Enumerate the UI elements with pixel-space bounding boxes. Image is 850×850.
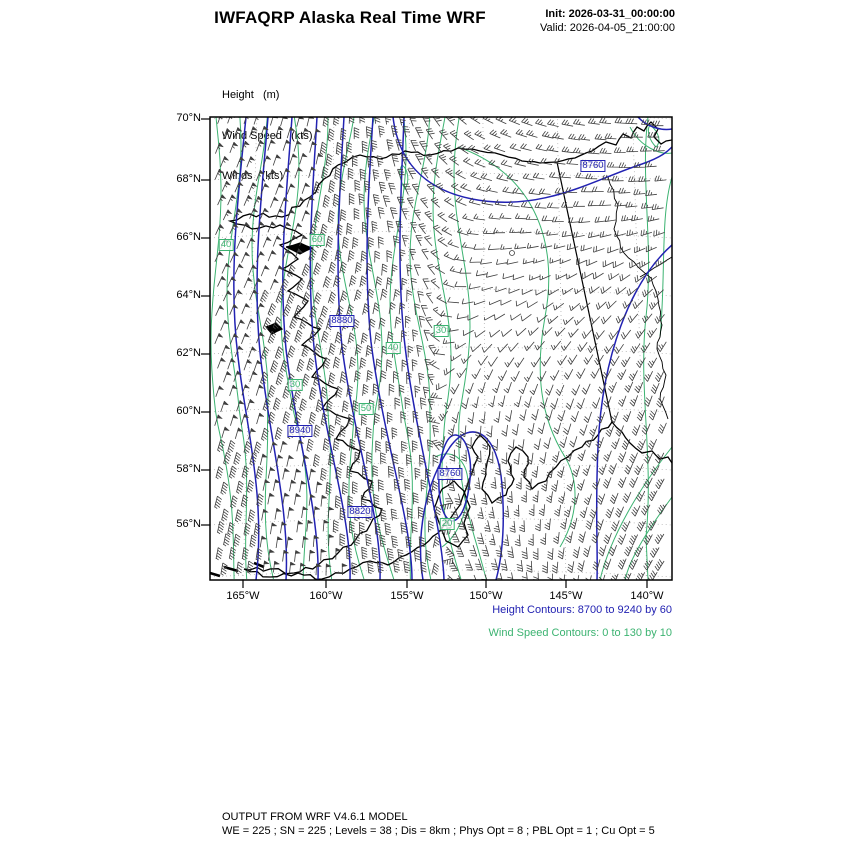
lat-tick-label: 58°N	[176, 463, 201, 475]
init-time: Init: 2026-03-31_00:00:00	[545, 8, 675, 20]
lat-tick-label: 66°N	[176, 231, 201, 243]
lat-tick-label: 64°N	[176, 289, 201, 301]
lon-tick-label: 155°W	[390, 590, 424, 602]
lat-tick-label: 70°N	[176, 112, 201, 124]
lat-tick-label: 56°N	[176, 518, 201, 530]
init-valid-block	[540, 7, 675, 35]
lon-tick-label: 165°W	[226, 590, 260, 602]
lat-tick-label: 62°N	[176, 347, 201, 359]
lat-tick-label: 68°N	[176, 173, 201, 185]
wind-speed-contour-label: 30	[289, 379, 301, 390]
legend-winds-line: Winds (kts)	[222, 170, 284, 182]
lon-tick-label: 150°W	[469, 590, 503, 602]
map-contents	[210, 115, 672, 587]
lon-tick-label: 160°W	[309, 590, 343, 602]
model-output-line: OUTPUT FROM WRF V4.6.1 MODEL	[222, 811, 408, 823]
wind-speed-contour-label: 60	[311, 234, 323, 245]
map-plot-area	[198, 115, 684, 592]
height-contour-label: 8760	[582, 160, 604, 171]
height-contour-label: 8820	[349, 506, 371, 517]
wind-speed-contour-label: 50	[360, 403, 372, 414]
valid-time: Valid: 2026-04-05_21:00:00	[540, 22, 675, 34]
lat-tick-label: 60°N	[176, 405, 201, 417]
wind-speed-contour-label: 40	[387, 342, 399, 353]
height-contour-label: 8760	[439, 468, 461, 479]
wind-speed-contour-label: 40	[220, 239, 232, 250]
plot-title: IWFAQRP Alaska Real Time WRF	[214, 8, 486, 27]
wind-speed-contour-label: 20	[441, 518, 453, 529]
model-config-line: WE = 225 ; SN = 225 ; Levels = 38 ; Dis = 8km ; Phys Opt = 8 ; PBL Opt = 1 ; Cu Opt = 5	[222, 825, 655, 837]
lon-tick-label: 140°W	[630, 590, 664, 602]
height-contour-label: 8880	[331, 315, 353, 326]
wind-speed-contours-caption: Wind Speed Contours: 0 to 130 by 10	[488, 627, 672, 639]
lon-tick-label: 145°W	[549, 590, 583, 602]
map-svg	[198, 115, 684, 592]
legend-windspeed-line: Wind Speed (kts)	[222, 129, 313, 142]
height-contour-label: 8940	[289, 425, 311, 436]
height-contours-caption: Height Contours: 8700 to 9240 by 60	[492, 604, 672, 616]
wind-speed-contour-label: 30	[435, 325, 447, 336]
legend-height-line: Height (m)	[222, 89, 280, 101]
